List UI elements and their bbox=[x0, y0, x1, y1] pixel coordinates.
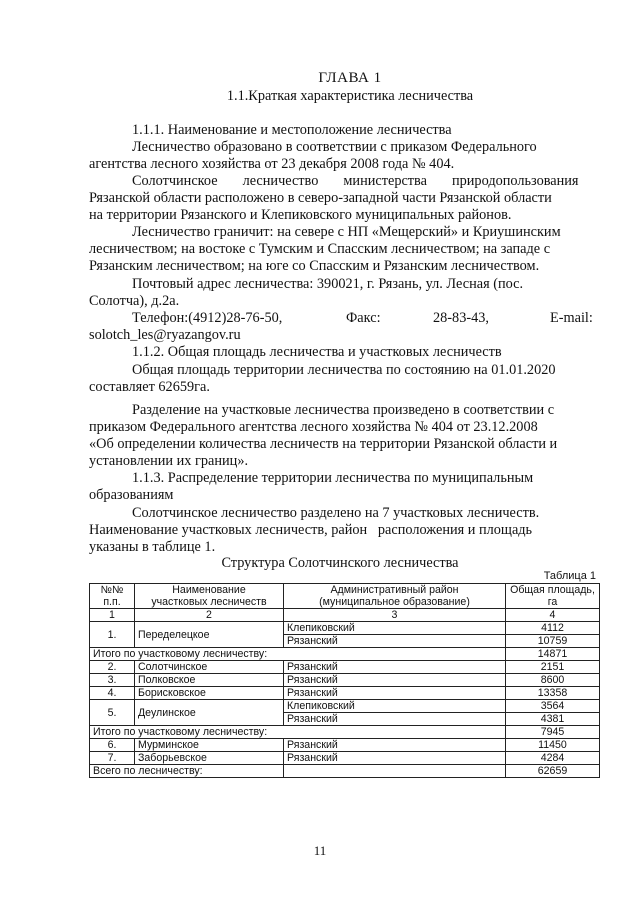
district-name: Рязанский bbox=[284, 635, 506, 648]
email-value: solotch_les@ryazangov.ru bbox=[89, 327, 241, 343]
forestry-name: Полковское bbox=[135, 674, 284, 687]
subtotal-row bbox=[90, 726, 600, 739]
subtotal-row bbox=[90, 648, 600, 661]
district-name: Рязанский bbox=[284, 661, 506, 674]
para2-line1: Солотчинское лесничество министерства природопользования bbox=[132, 173, 579, 189]
row-number: 1. bbox=[90, 622, 135, 648]
district-name: Рязанский bbox=[284, 713, 506, 726]
table-title: Структура Солотчинского лесничества bbox=[221, 555, 459, 571]
district-name: Рязанский bbox=[284, 674, 506, 687]
area-value: 8600 bbox=[506, 674, 600, 687]
chapter-title: ГЛАВА 1 bbox=[318, 70, 382, 86]
para2-line3: на территории Рязанского и Клепиковского муниципальных районов. bbox=[89, 207, 512, 223]
phone-text: Телефон:(4912)28-76-50, bbox=[132, 310, 283, 326]
col-number: 1 bbox=[90, 609, 135, 622]
district-name: Клепиковский bbox=[284, 622, 506, 635]
forestry-name: Деулинское bbox=[135, 700, 284, 726]
table-row bbox=[90, 752, 600, 765]
grand-total-label: Всего по лесничеству: bbox=[90, 765, 284, 778]
fax-value: 28-83-43, bbox=[433, 310, 489, 326]
header-name: Наименование участковых лесничеств bbox=[135, 584, 284, 609]
row-number: 3. bbox=[90, 674, 135, 687]
para5-line1: Общая площадь территории лесничества по состоянию на 01.01.2020 bbox=[132, 362, 556, 378]
page-number: 11 bbox=[313, 843, 327, 858]
col-number: 3 bbox=[284, 609, 506, 622]
section-heading-1-1-3-line2: образованиям bbox=[89, 487, 174, 503]
para6-line1: Разделение на участковые лесничества произведено в соответствии с bbox=[132, 402, 555, 418]
column-number-row bbox=[90, 609, 600, 622]
forestry-name: Мурминское bbox=[135, 739, 284, 752]
forestry-name: Солотчинское bbox=[135, 661, 284, 674]
para7-line3: указаны в таблице 1. bbox=[89, 539, 216, 555]
grand-total-row bbox=[90, 765, 600, 778]
table-label: Таблица 1 bbox=[543, 570, 596, 582]
table-header-row bbox=[90, 584, 600, 609]
subtotal-label: Итого по участковому лесничеству: bbox=[90, 648, 506, 661]
header-area: Общая площадь, га bbox=[506, 584, 600, 609]
para5-line2: составляет 62659га. bbox=[89, 379, 210, 395]
section-heading-1-1-1: 1.1.1. Наименование и местоположение лесничества bbox=[132, 122, 452, 138]
para3-line1: Лесничество граничит: на севере с НП «Мещерский» и Криушинским bbox=[132, 224, 561, 240]
section-heading-1-1-3-line1: 1.1.3. Распределение территории лесничества по муниципальным bbox=[132, 470, 534, 486]
section-subtitle: 1.1.Краткая характеристика лесничества bbox=[226, 88, 474, 104]
para1-line2: агентства лесного хозяйства от 23 декабря 2008 года № 404. bbox=[89, 156, 455, 172]
para6-line3: «Об определении количества лесничеств на территории Рязанской области и bbox=[89, 436, 558, 452]
para4-line1: Почтовый адрес лесничества: 390021, г. Рязань, ул. Лесная (пос. bbox=[132, 276, 524, 292]
table-row bbox=[90, 674, 600, 687]
table-row bbox=[90, 622, 600, 635]
email-label: E-mail: bbox=[550, 310, 593, 326]
subtotal-label: Итого по участковому лесничеству: bbox=[90, 726, 506, 739]
row-number: 6. bbox=[90, 739, 135, 752]
row-number: 4. bbox=[90, 687, 135, 700]
para3-line3: Рязанским лесничеством; на юге со Спасским и Рязанским лесничеством. bbox=[89, 258, 540, 274]
row-number: 5. bbox=[90, 700, 135, 726]
area-value: 4381 bbox=[506, 713, 600, 726]
para2-line2: Рязанской области расположено в северо-западной части Рязанской области bbox=[89, 190, 552, 206]
row-number: 7. bbox=[90, 752, 135, 765]
para6-line4: установлении их границ». bbox=[89, 453, 249, 469]
district-name: Рязанский bbox=[284, 752, 506, 765]
forestry-name: Переделецкое bbox=[135, 622, 284, 648]
para7-line2: Наименование участковых лесничеств, район расположения и площадь bbox=[89, 522, 533, 538]
table-row bbox=[90, 661, 600, 674]
area-value: 2151 bbox=[506, 661, 600, 674]
para6-line2: приказом Федерального агентства лесного хозяйства № 404 от 23.12.2008 bbox=[89, 419, 538, 435]
area-value: 13358 bbox=[506, 687, 600, 700]
fax-label: Факс: bbox=[346, 310, 381, 326]
table-row bbox=[90, 700, 600, 713]
col-number: 2 bbox=[135, 609, 284, 622]
district-name: Рязанский bbox=[284, 739, 506, 752]
col-number: 4 bbox=[506, 609, 600, 622]
header-district: Административный район (муниципальное образование) bbox=[284, 584, 506, 609]
area-value: 11450 bbox=[506, 739, 600, 752]
para4-line2: Солотча), д.2а. bbox=[89, 293, 180, 309]
para1-line1: Лесничество образовано в соответствии с приказом Федерального bbox=[132, 139, 537, 155]
area-value: 4284 bbox=[506, 752, 600, 765]
empty-cell bbox=[284, 765, 506, 778]
forestry-name: Борисковское bbox=[135, 687, 284, 700]
area-value: 10759 bbox=[506, 635, 600, 648]
subtotal-value: 7945 bbox=[506, 726, 600, 739]
table-row bbox=[90, 687, 600, 700]
district-name: Клепиковский bbox=[284, 700, 506, 713]
table-row bbox=[90, 739, 600, 752]
header-num: №№ п.п. bbox=[90, 584, 135, 609]
forestry-structure-table bbox=[89, 583, 600, 778]
subtotal-value: 14871 bbox=[506, 648, 600, 661]
para7-line1: Солотчинское лесничество разделено на 7 участковых лесничеств. bbox=[132, 505, 540, 521]
area-value: 4112 bbox=[506, 622, 600, 635]
section-heading-1-1-2: 1.1.2. Общая площадь лесничества и участковых лесничеств bbox=[132, 344, 502, 360]
para3-line2: лесничеством; на востоке с Тумским и Спасским лесничеством; на западе с bbox=[89, 241, 551, 257]
district-name: Рязанский bbox=[284, 687, 506, 700]
forestry-name: Заборьевское bbox=[135, 752, 284, 765]
area-value: 3564 bbox=[506, 700, 600, 713]
grand-total-value: 62659 bbox=[506, 765, 600, 778]
row-number: 2. bbox=[90, 661, 135, 674]
